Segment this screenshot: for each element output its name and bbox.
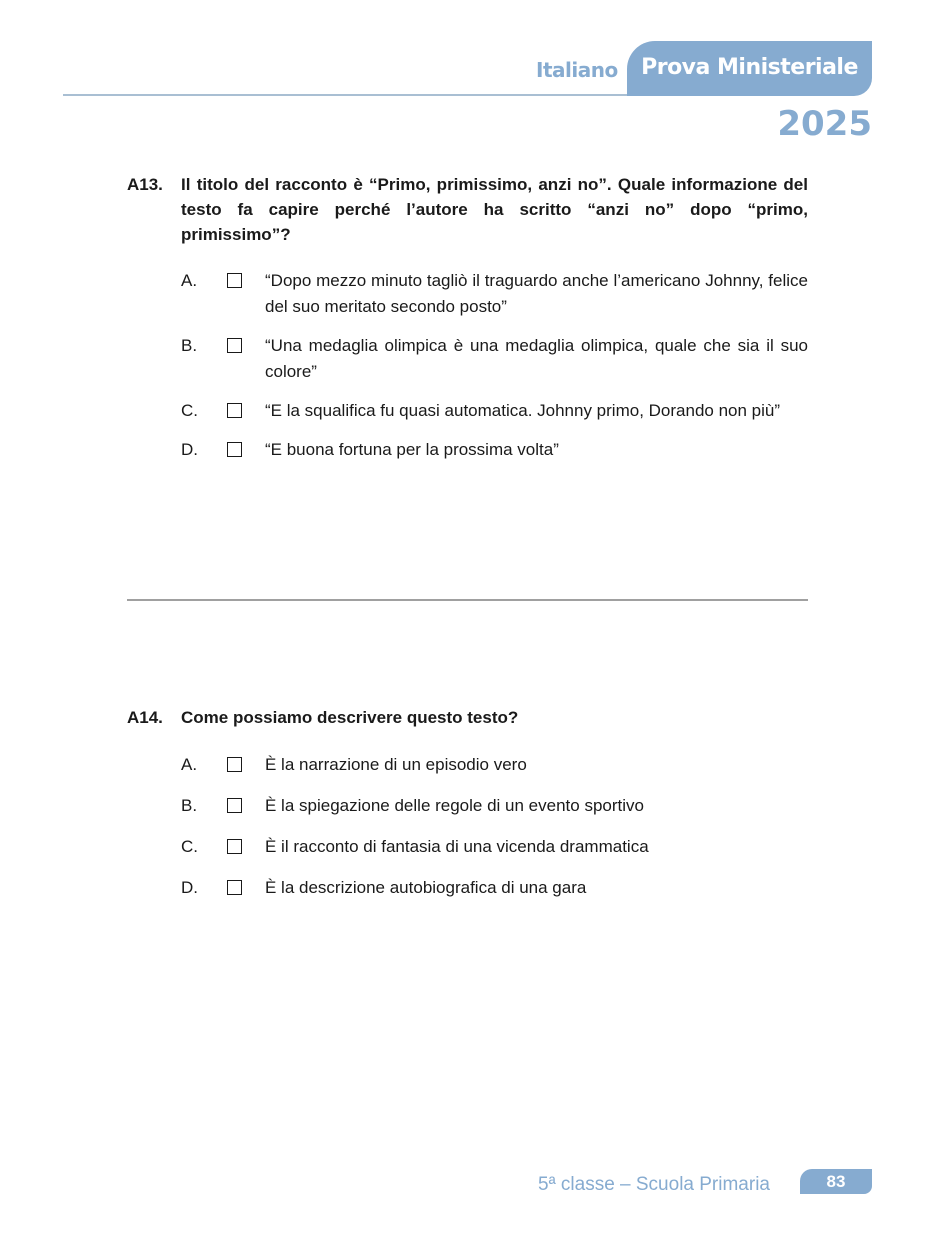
- option-d[interactable]: [127, 875, 808, 901]
- option-text: “E buona fortuna per la prossima volta”: [265, 440, 559, 459]
- header-tab-label: Prova Ministeriale: [641, 55, 858, 80]
- footer-class-label: 5ª classe – Scuola Primaria: [538, 1174, 770, 1195]
- checkbox-square-icon[interactable]: [227, 798, 242, 813]
- checkbox[interactable]: [227, 268, 265, 320]
- header-year: 2025: [777, 104, 872, 144]
- checkbox-square-icon[interactable]: [227, 757, 242, 772]
- option-letter: C.: [181, 401, 198, 420]
- question-text: Il titolo del racconto è “Primo, primissimo, anzi no”. Quale informazione del testo fa capire perché l’autore ha scritto “anzi no” dopo “primo, primissimo”?: [181, 175, 808, 244]
- header-rule: [63, 94, 643, 96]
- checkbox-square-icon[interactable]: [227, 273, 242, 288]
- checkbox[interactable]: [227, 398, 265, 424]
- checkbox-square-icon[interactable]: [227, 338, 242, 353]
- option-a[interactable]: [127, 268, 808, 320]
- options-list: [127, 752, 808, 901]
- option-text: “Una medaglia olimpica è una medaglia olimpica, quale che sia il suo colore”: [265, 336, 808, 381]
- option-text: È la narrazione di un episodio vero: [265, 755, 527, 774]
- checkbox[interactable]: [227, 752, 265, 778]
- checkbox-square-icon[interactable]: [227, 839, 242, 854]
- option-text: È la spiegazione delle regole di un evento sportivo: [265, 796, 644, 815]
- option-a[interactable]: [127, 752, 808, 778]
- option-c[interactable]: [127, 834, 808, 860]
- section-divider: [127, 599, 808, 601]
- checkbox[interactable]: [227, 875, 265, 901]
- option-letter: A.: [181, 271, 198, 290]
- option-b[interactable]: [127, 793, 808, 819]
- question-heading: [127, 705, 808, 730]
- option-d[interactable]: [127, 437, 808, 463]
- option-text: È la descrizione autobiografica di una gara: [265, 878, 587, 897]
- checkbox[interactable]: [227, 437, 265, 463]
- question-text: Come possiamo descrivere questo testo?: [181, 708, 519, 727]
- option-c[interactable]: [127, 398, 808, 424]
- option-letter: D.: [181, 878, 198, 897]
- option-letter: B.: [181, 796, 198, 815]
- option-letter: D.: [181, 440, 198, 459]
- header-tab: [627, 41, 872, 96]
- option-text: “Dopo mezzo minuto tagliò il traguardo anche l’americano Johnny, felice del suo meritato secondo posto”: [265, 271, 808, 316]
- option-text: “E la squalifica fu quasi automatica. Johnny primo, Dorando non più”: [265, 401, 781, 420]
- checkbox[interactable]: [227, 834, 265, 860]
- checkbox[interactable]: [227, 793, 265, 819]
- option-b[interactable]: [127, 333, 808, 385]
- option-letter: A.: [181, 755, 198, 774]
- option-letter: C.: [181, 837, 198, 856]
- question-a13: [127, 172, 808, 463]
- option-letter: B.: [181, 336, 198, 355]
- options-list: [127, 268, 808, 463]
- question-number: A14.: [127, 708, 163, 727]
- checkbox-square-icon[interactable]: [227, 880, 242, 895]
- subject-label: Italiano: [536, 58, 618, 82]
- checkbox[interactable]: [227, 333, 265, 385]
- page-number: 83: [800, 1169, 872, 1194]
- question-heading: [127, 172, 808, 247]
- question-a14: [127, 705, 808, 901]
- checkbox-square-icon[interactable]: [227, 403, 242, 418]
- option-text: È il racconto di fantasia di una vicenda drammatica: [265, 837, 649, 856]
- checkbox-square-icon[interactable]: [227, 442, 242, 457]
- question-number: A13.: [127, 175, 163, 194]
